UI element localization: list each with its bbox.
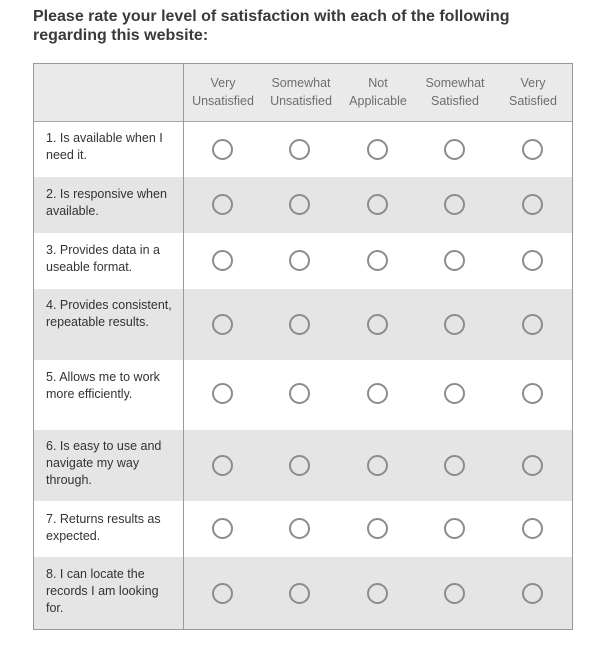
radio-somewhat-unsatisfied[interactable] bbox=[289, 139, 310, 160]
radio-somewhat-satisfied[interactable] bbox=[444, 194, 465, 215]
column-header-somewhat-satisfied bbox=[416, 74, 494, 110]
radio-somewhat-unsatisfied[interactable] bbox=[289, 250, 310, 271]
column-header-somewhat-unsatisfied bbox=[262, 74, 340, 110]
radio-somewhat-unsatisfied[interactable] bbox=[289, 455, 310, 476]
radio-somewhat-unsatisfied[interactable] bbox=[289, 518, 310, 539]
column-divider bbox=[183, 64, 184, 629]
row-label: 8. I can locate the records I am looking for. bbox=[46, 567, 159, 615]
question-title: Please rate your level of satisfaction with each of the following regarding this website: bbox=[33, 8, 510, 44]
matrix-row bbox=[34, 289, 572, 360]
column-header-very-unsatisfied bbox=[184, 74, 262, 110]
column-header-not-applicable bbox=[339, 74, 417, 110]
radio-somewhat-satisfied[interactable] bbox=[444, 455, 465, 476]
radio-very-satisfied[interactable] bbox=[522, 194, 543, 215]
radio-very-satisfied[interactable] bbox=[522, 314, 543, 335]
radio-very-satisfied[interactable] bbox=[522, 383, 543, 404]
matrix-row bbox=[34, 233, 572, 289]
matrix-row bbox=[34, 430, 572, 501]
column-header-line2: Unsatisfied bbox=[192, 94, 254, 108]
radio-very-satisfied[interactable] bbox=[522, 583, 543, 604]
radio-somewhat-satisfied[interactable] bbox=[444, 314, 465, 335]
radio-very-satisfied[interactable] bbox=[522, 139, 543, 160]
column-header-line1: Very bbox=[210, 76, 236, 90]
radio-somewhat-unsatisfied[interactable] bbox=[289, 314, 310, 335]
radio-very-unsatisfied[interactable] bbox=[212, 383, 233, 404]
radio-not-applicable[interactable] bbox=[367, 250, 388, 271]
radio-somewhat-unsatisfied[interactable] bbox=[289, 383, 310, 404]
radio-not-applicable[interactable] bbox=[367, 194, 388, 215]
radio-somewhat-unsatisfied[interactable] bbox=[289, 194, 310, 215]
radio-very-satisfied[interactable] bbox=[522, 455, 543, 476]
radio-very-satisfied[interactable] bbox=[522, 250, 543, 271]
radio-very-unsatisfied[interactable] bbox=[212, 139, 233, 160]
radio-very-unsatisfied[interactable] bbox=[212, 518, 233, 539]
row-label: 3. Provides data in a useable format. bbox=[46, 243, 160, 274]
radio-very-unsatisfied[interactable] bbox=[212, 455, 233, 476]
row-label: 7. Returns results as expected. bbox=[46, 512, 161, 543]
row-label: 4. Provides consistent, repeatable results. bbox=[46, 298, 172, 329]
row-label: 6. Is easy to use and navigate my way through. bbox=[46, 439, 162, 487]
row-label: 2. Is responsive when available. bbox=[46, 187, 167, 218]
matrix-header bbox=[34, 64, 572, 122]
column-header-line1: Somewhat bbox=[271, 76, 331, 90]
radio-very-unsatisfied[interactable] bbox=[212, 250, 233, 271]
radio-somewhat-satisfied[interactable] bbox=[444, 518, 465, 539]
column-header-line2: Satisfied bbox=[431, 94, 479, 108]
radio-somewhat-satisfied[interactable] bbox=[444, 139, 465, 160]
matrix-row bbox=[34, 557, 572, 629]
column-header-line2: Applicable bbox=[349, 94, 407, 108]
column-header-line2: Satisfied bbox=[509, 94, 557, 108]
radio-not-applicable[interactable] bbox=[367, 455, 388, 476]
row-label: 5. Allows me to work more efficiently. bbox=[46, 370, 160, 401]
radio-somewhat-satisfied[interactable] bbox=[444, 383, 465, 404]
matrix-row bbox=[34, 177, 572, 233]
matrix-row bbox=[34, 501, 572, 557]
column-header-line1: Very bbox=[520, 76, 546, 90]
row-label: 1. Is available when I need it. bbox=[46, 131, 163, 162]
rating-matrix bbox=[33, 63, 573, 630]
radio-very-unsatisfied[interactable] bbox=[212, 583, 233, 604]
column-header-line1: Somewhat bbox=[425, 76, 485, 90]
radio-very-satisfied[interactable] bbox=[522, 518, 543, 539]
radio-somewhat-satisfied[interactable] bbox=[444, 250, 465, 271]
radio-not-applicable[interactable] bbox=[367, 314, 388, 335]
radio-not-applicable[interactable] bbox=[367, 383, 388, 404]
matrix-row bbox=[34, 360, 572, 430]
radio-somewhat-satisfied[interactable] bbox=[444, 583, 465, 604]
column-header-line2: Unsatisfied bbox=[270, 94, 332, 108]
radio-not-applicable[interactable] bbox=[367, 583, 388, 604]
radio-very-unsatisfied[interactable] bbox=[212, 194, 233, 215]
matrix-row bbox=[34, 122, 572, 177]
column-header-very-satisfied bbox=[494, 74, 572, 110]
radio-not-applicable[interactable] bbox=[367, 518, 388, 539]
column-header-line1: Not bbox=[368, 76, 388, 90]
radio-not-applicable[interactable] bbox=[367, 139, 388, 160]
radio-very-unsatisfied[interactable] bbox=[212, 314, 233, 335]
radio-somewhat-unsatisfied[interactable] bbox=[289, 583, 310, 604]
